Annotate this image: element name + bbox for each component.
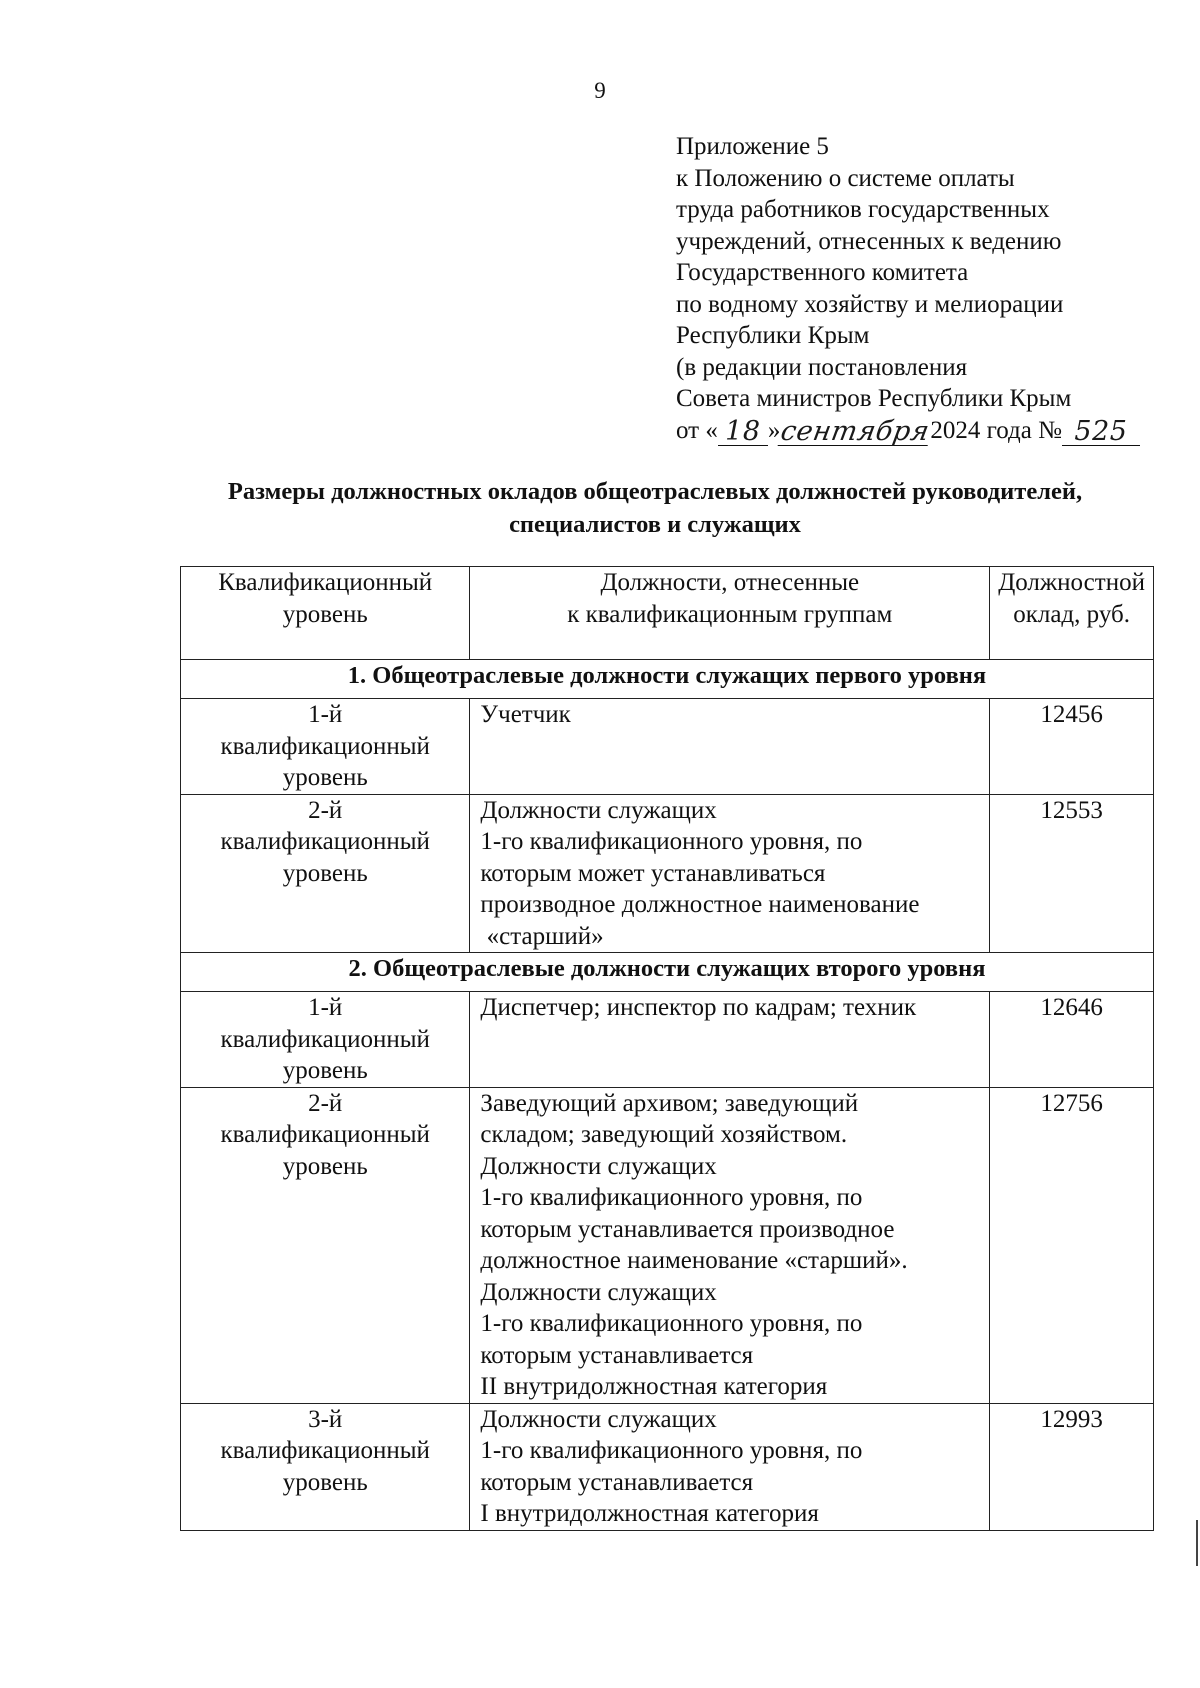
salary-value: 12456	[1040, 701, 1103, 728]
table-row	[181, 1087, 1154, 1403]
table-row	[181, 1403, 1154, 1530]
positions-cell	[470, 992, 990, 1088]
positions-cell	[470, 699, 990, 795]
section-title: 1. Общеотраслевые должности служащих первого уровня	[181, 660, 1154, 699]
level-text: квалификационный	[220, 828, 430, 855]
decree-date-line	[676, 415, 1176, 447]
header-text: Должностной	[998, 569, 1145, 596]
salary-cell	[990, 1403, 1154, 1530]
title-line-2: специалистов и служащих	[509, 511, 801, 538]
salary-value: 12646	[1040, 994, 1103, 1021]
appendix-line: Совета министров Республики Крым	[676, 385, 1072, 412]
level-cell	[181, 794, 470, 953]
level-text: 2-й	[308, 796, 343, 824]
position-text: должностное наименование «старший».	[480, 1247, 908, 1274]
salary-value: 12993	[1040, 1405, 1103, 1433]
level-text: квалификационный	[220, 732, 430, 760]
document-title	[160, 475, 1150, 541]
salary-table	[180, 566, 1154, 1531]
table-row	[181, 992, 1154, 1088]
page-number: 9	[594, 78, 606, 103]
table-header-row	[181, 567, 1154, 660]
header-text: уровень	[282, 600, 368, 628]
position-text: Должности служащих	[480, 1405, 717, 1433]
position-text: которым устанавливается	[480, 1341, 754, 1369]
level-text: 2-й	[308, 1089, 343, 1117]
header-text: к квалификационным группам	[567, 600, 893, 628]
level-text: 1-й	[308, 994, 343, 1021]
level-cell	[181, 992, 470, 1088]
position-text: Должности служащих	[480, 796, 717, 824]
position-text: II внутридолжностная категория	[480, 1373, 828, 1400]
header-text: Квалификационный	[218, 569, 433, 596]
level-cell	[181, 1403, 470, 1530]
position-text: I внутридолжностная категория	[480, 1500, 819, 1527]
date-prefix: от «	[676, 416, 718, 444]
position-text: которым устанавливается	[480, 1468, 754, 1496]
position-text: Диспетчер; инспектор по кадрам; техник	[480, 994, 917, 1021]
header-salary	[990, 567, 1154, 660]
appendix-line: по водному хозяйству и мелиорации	[676, 290, 1064, 318]
salary-cell	[990, 992, 1154, 1088]
level-text: уровень	[282, 1152, 368, 1180]
position-text: которым устанавливается производное	[480, 1215, 895, 1243]
appendix-line: труда работников государственных	[676, 196, 1050, 223]
position-text: Должности служащих	[480, 1152, 717, 1180]
header-text: оклад, руб.	[1013, 600, 1130, 628]
appendix-line: к Положению о системе оплаты	[676, 164, 1015, 192]
level-text: уровень	[282, 1057, 368, 1084]
position-text: 1-го квалификационного уровня, по	[480, 1184, 863, 1211]
date-quote-close: »	[767, 416, 781, 444]
level-cell	[181, 699, 470, 795]
positions-cell	[470, 1087, 990, 1403]
section-title: 2. Общеотраслевые должности служащих второго уровня	[181, 953, 1154, 992]
position-text: производное должностное наименование	[480, 891, 920, 918]
level-text: квалификационный	[220, 1025, 430, 1053]
section-row	[181, 953, 1154, 992]
position-text: 1-го квалификационного уровня, по	[480, 828, 863, 855]
header-positions	[470, 567, 990, 660]
appendix-block	[676, 131, 1176, 446]
table-row	[181, 794, 1154, 953]
level-text: уровень	[282, 764, 368, 791]
appendix-line: (в редакции постановления	[676, 353, 968, 381]
level-text: уровень	[282, 1468, 368, 1496]
position-text: Заведующий архивом; заведующий	[480, 1089, 859, 1117]
date-year: 2024 года №	[930, 416, 1062, 444]
positions-cell	[470, 1403, 990, 1530]
level-text: 3-й	[308, 1405, 343, 1433]
salary-cell	[990, 1087, 1154, 1403]
appendix-line: Республики Крым	[676, 322, 870, 349]
header-text: Должности, отнесенные	[600, 569, 860, 596]
header-level	[181, 567, 470, 660]
appendix-line: учреждений, отнесенных к ведению	[676, 227, 1062, 255]
handwritten-day: 18	[718, 419, 768, 446]
salary-value: 12756	[1040, 1089, 1103, 1117]
salary-value: 12553	[1040, 796, 1103, 824]
position-text: 1-го квалификационного уровня, по	[480, 1437, 863, 1464]
position-text: которым может устанавливаться	[480, 859, 826, 887]
level-text: 1-й	[308, 701, 343, 728]
position-text: складом; заведующий хозяйством.	[480, 1121, 848, 1148]
appendix-line: Приложение 5	[676, 133, 829, 160]
handwritten-doc-number: 525	[1062, 419, 1140, 446]
table-row	[181, 699, 1154, 795]
level-text: квалификационный	[220, 1437, 430, 1464]
position-text: 1-го квалификационного уровня, по	[480, 1310, 863, 1337]
positions-cell	[470, 794, 990, 953]
appendix-line: Государственного комитета	[676, 259, 969, 286]
level-text: уровень	[282, 859, 368, 887]
scan-edge-mark	[1196, 1520, 1198, 1566]
handwritten-month: сентября	[778, 416, 933, 447]
salary-cell	[990, 699, 1154, 795]
salary-cell	[990, 794, 1154, 953]
position-text: Должности служащих	[480, 1278, 717, 1306]
section-row	[181, 660, 1154, 699]
position-text: «старший»	[480, 922, 604, 950]
position-text: Учетчик	[480, 701, 571, 728]
level-text: квалификационный	[220, 1121, 430, 1148]
level-cell	[181, 1087, 470, 1403]
title-line-1: Размеры должностных окладов общеотраслевых должностей руководителей,	[227, 478, 1083, 505]
